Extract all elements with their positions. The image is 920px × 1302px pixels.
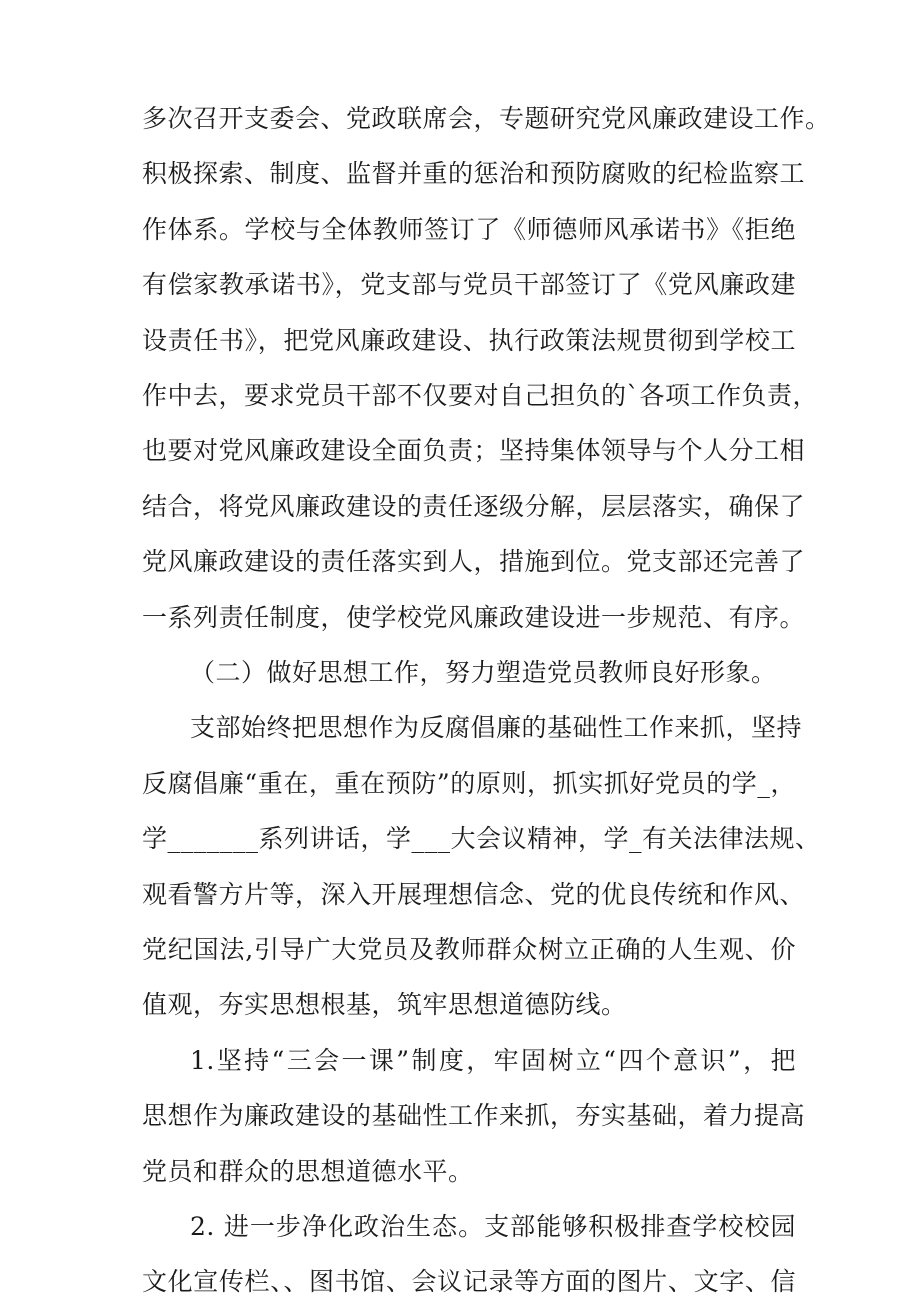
paragraph-line: 多次召开支委会、党政联席会，专题研究党风廉政建设工作。	[142, 104, 831, 133]
paragraph-line: 有偿家教承诺书》，党支部与党员干部签订了《党风廉政建	[142, 270, 796, 299]
paragraph-line: 作中去，要求党员干部不仅要对自己担负的`各项工作负责，	[142, 381, 819, 410]
paragraph-line: 结合，将党风廉政建设的责任逐级分解，层层落实，确保了	[142, 492, 806, 521]
paragraph-line: 党纪国法,引导广大党员及教师群众树立正确的人生观、价	[142, 935, 796, 964]
list-item-line: 2. 进一步净化政治生态。支部能够积极排查学校校园	[190, 1212, 796, 1241]
paragraph-line: 设责任书》，把党风廉政建设、执行政策法规贯彻到学校工	[142, 326, 796, 355]
paragraph-line: 值观，夯实思想根基，筑牢思想道德防线。	[142, 990, 627, 1019]
paragraph-line: 党风廉政建设的责任落实到人，措施到位。党支部还完善了	[142, 547, 806, 576]
paragraph-line: 观看警方片等，深入开展理想信念、党的优良传统和作风、	[142, 880, 806, 909]
list-item-line: 党员和群众的思想道德水平。	[142, 1157, 474, 1186]
list-item-line: 文化宣传栏、、图书馆、会议记录等方面的图片、文字、信	[142, 1267, 796, 1296]
paragraph-line: 也要对党风廉政建设全面负责；坚持集体领导与个人分工相	[142, 436, 806, 465]
paragraph-line: 反腐倡廉“重在，重在预防”的原则，抓实抓好党员的学_，	[142, 769, 796, 798]
list-item-line: 1.坚持“三会一课”制度，牢固树立“四个意识”，把	[190, 1046, 796, 1075]
paragraph-line: 一系列责任制度，使学校党风廉政建设进一步规范、有序。	[142, 603, 806, 632]
paragraph-line: 作体系。学校与全体教师签订了《师德师风承诺书》《拒绝	[142, 215, 796, 244]
paragraph-line: 支部始终把思想作为反腐倡廉的基础性工作来抓，坚持	[190, 713, 803, 742]
paragraph-line: 积极探索、制度、监督并重的惩治和预防腐败的纪检监察工	[142, 159, 806, 188]
paragraph-line: 学_______系列讲话，学___大会议精神，学_有关法律法规、	[142, 824, 821, 853]
list-item-line: 思想作为廉政建设的基础性工作来抓，夯实基础，着力提高	[142, 1101, 806, 1130]
section-heading: （二）做好思想工作，努力塑造党员教师良好形象。	[190, 658, 777, 687]
